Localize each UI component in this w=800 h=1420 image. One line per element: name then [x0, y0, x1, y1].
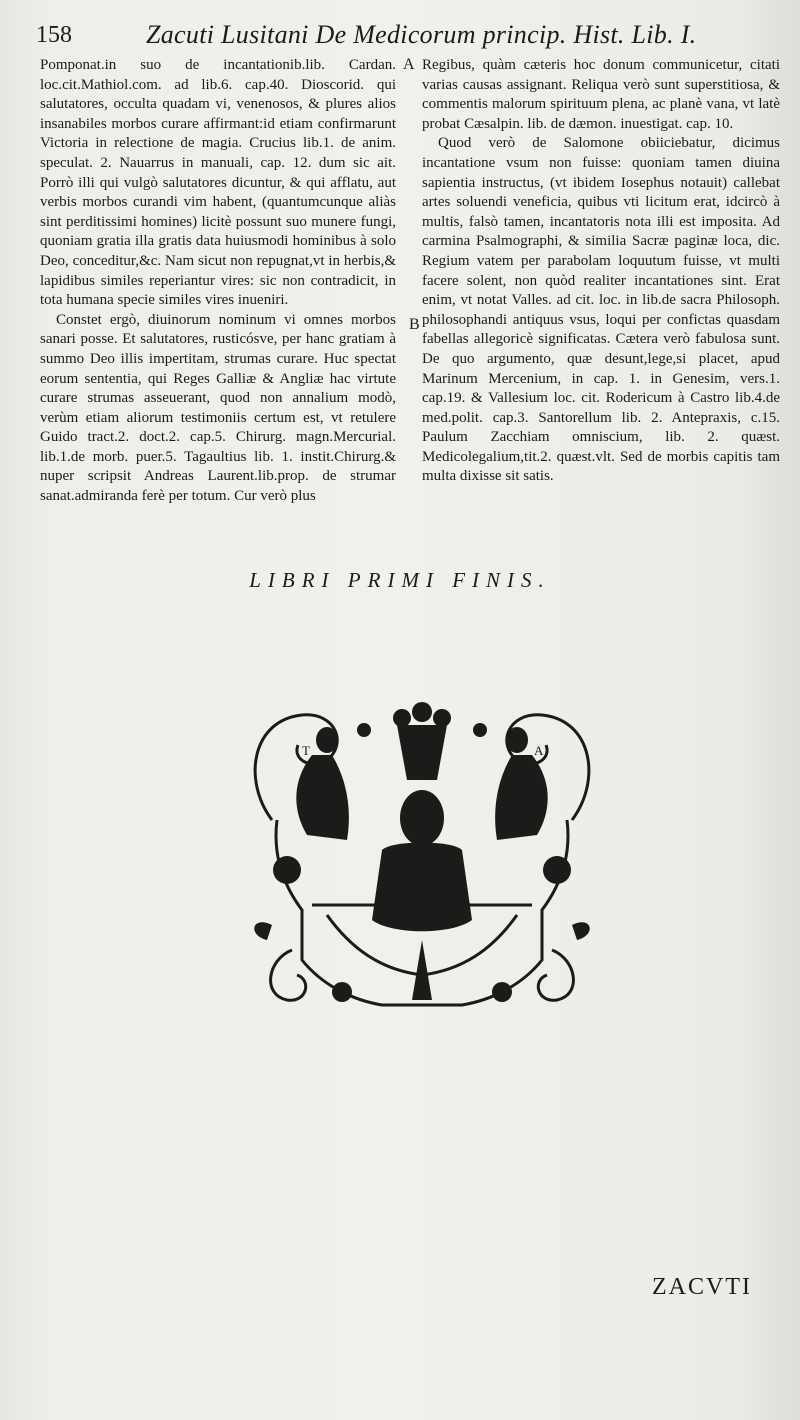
left-paragraph-2: Constet ergò, diuinorum nominum vi omnes morbos sanari posse. Et salutatores, rusticósve, per hanc gratiam à summo Deo illis impertitam, strumas curare. Huc spectat eorum sententia, qui Reges Galliæ & Angliæ hac virtute curare strumas asseuerant, quod non annalium modò, verùm etiam aliorum testimoniis certum est, vt retulere Guido tract.2. doct.2. cap.5. Chirurg. magn.Mercurial. lib.1.de morb. puer.5. Tagaultius lib. 1. instit.Chirurg.& nuper scripsit Andreas Laurent.lib.prop. de strumar sanat.admiranda ferè per totum. Cur verò plus	[40, 311, 396, 505]
page-header	[36, 20, 766, 54]
book-end-title: LIBRI PRIMI FINIS.	[249, 568, 551, 592]
running-head: Zacuti Lusitani De Medicorum princip. Hist. Lib. I.	[146, 20, 697, 49]
right-paragraph-2: Quod verò de Salomone obiiciebatur, dicimus incantatione vsum non fuisse: quoniam tamen diuina sapientia instructus, (vt ibidem Iosephus notauit) callebat artes soluendi veneficia, quibus vti licitum erat, idcircò à multis, falsò tamen, incantatoris nota illi est imposita. Ad carmina Psalmographi, & similia Sacræ paginæ loca, dic. Regium vatem per parabolam loquutum fuisse, vt multi facere solent, non quòd realiter incantationes sint. Erat enim, vt notat Valles. ad cit. loc. in lib.de sacra Philosoph. philosophandi antiquus vsus, loqui per confictas quasdam fabellas allegoricè significatas. Cætera verò fabulosa sunt. De quo argumento, quæ desunt,lege,si placet, apud Marinum Mercenium, in cap. 1. in Genesim, vers.1. cap.19. & Vallesium loc. cit. Rodericum à Castro lib.4.de med.polit. cap.3. Santorellum lib. 2. Antepraxis, c.15. Paulum Zacchiam omniscium, lib. 2. quæst. Medicolegalium,tit.2. quæst.vlt. Sed de morbis capitis tam multa dixisse sit satis.	[422, 135, 780, 485]
woodcut-ornament-icon	[232, 700, 612, 1020]
ornament-letter-a: A	[534, 743, 544, 758]
left-paragraph-1: Pomponat.in suo de incantationib.lib. Cardan. loc.cit.Mathiol.com. ad lib.6. cap.40. Dioscorid. qui salutatores, occulta quadam vi, venenosos, & plures alios insanabiles morbos curare affirmant:id etiam confirmarunt Victoria in relectione de magia. Crucius lib.1. de anim. speculat. 2. Nauarrus in manuali, cap. 12. dum sic ait. Porrò illi qui vulgò salutatores dicuntur, & qui afflatu, aut verbis morbos curandi vim habent, (quantumcunque aliàs sint perditissimi homines) licitè possunt suo munere fungi, quoniam gratia illa gratis data huiusmodi hominibus à solo Deo, conceditur,&c. Nam sicut non repugnat,vt in herbis,& lapidibus similes reperiantur vires: sic non contradicit, in tota humana specie similes vires inueniri.	[40, 57, 396, 309]
right-column	[422, 56, 780, 487]
left-column	[40, 56, 396, 507]
catchword: ZACVTI	[652, 1274, 752, 1300]
ornament-letter-t: T	[302, 743, 310, 758]
right-paragraph-1: Regibus, quàm cæteris hoc donum communicetur, citati varias causas assignant. Reliqua verò sunt superstitiosa, & commentis malorum spirituum plena, ac planè vana, vt latè probat Cæsalpin. lib. de dæmon. inuestigat. cap. 10.	[422, 57, 780, 132]
page-number: 158	[36, 22, 72, 48]
margin-mark-a: A	[403, 56, 415, 73]
margin-mark-b: B	[409, 316, 420, 333]
